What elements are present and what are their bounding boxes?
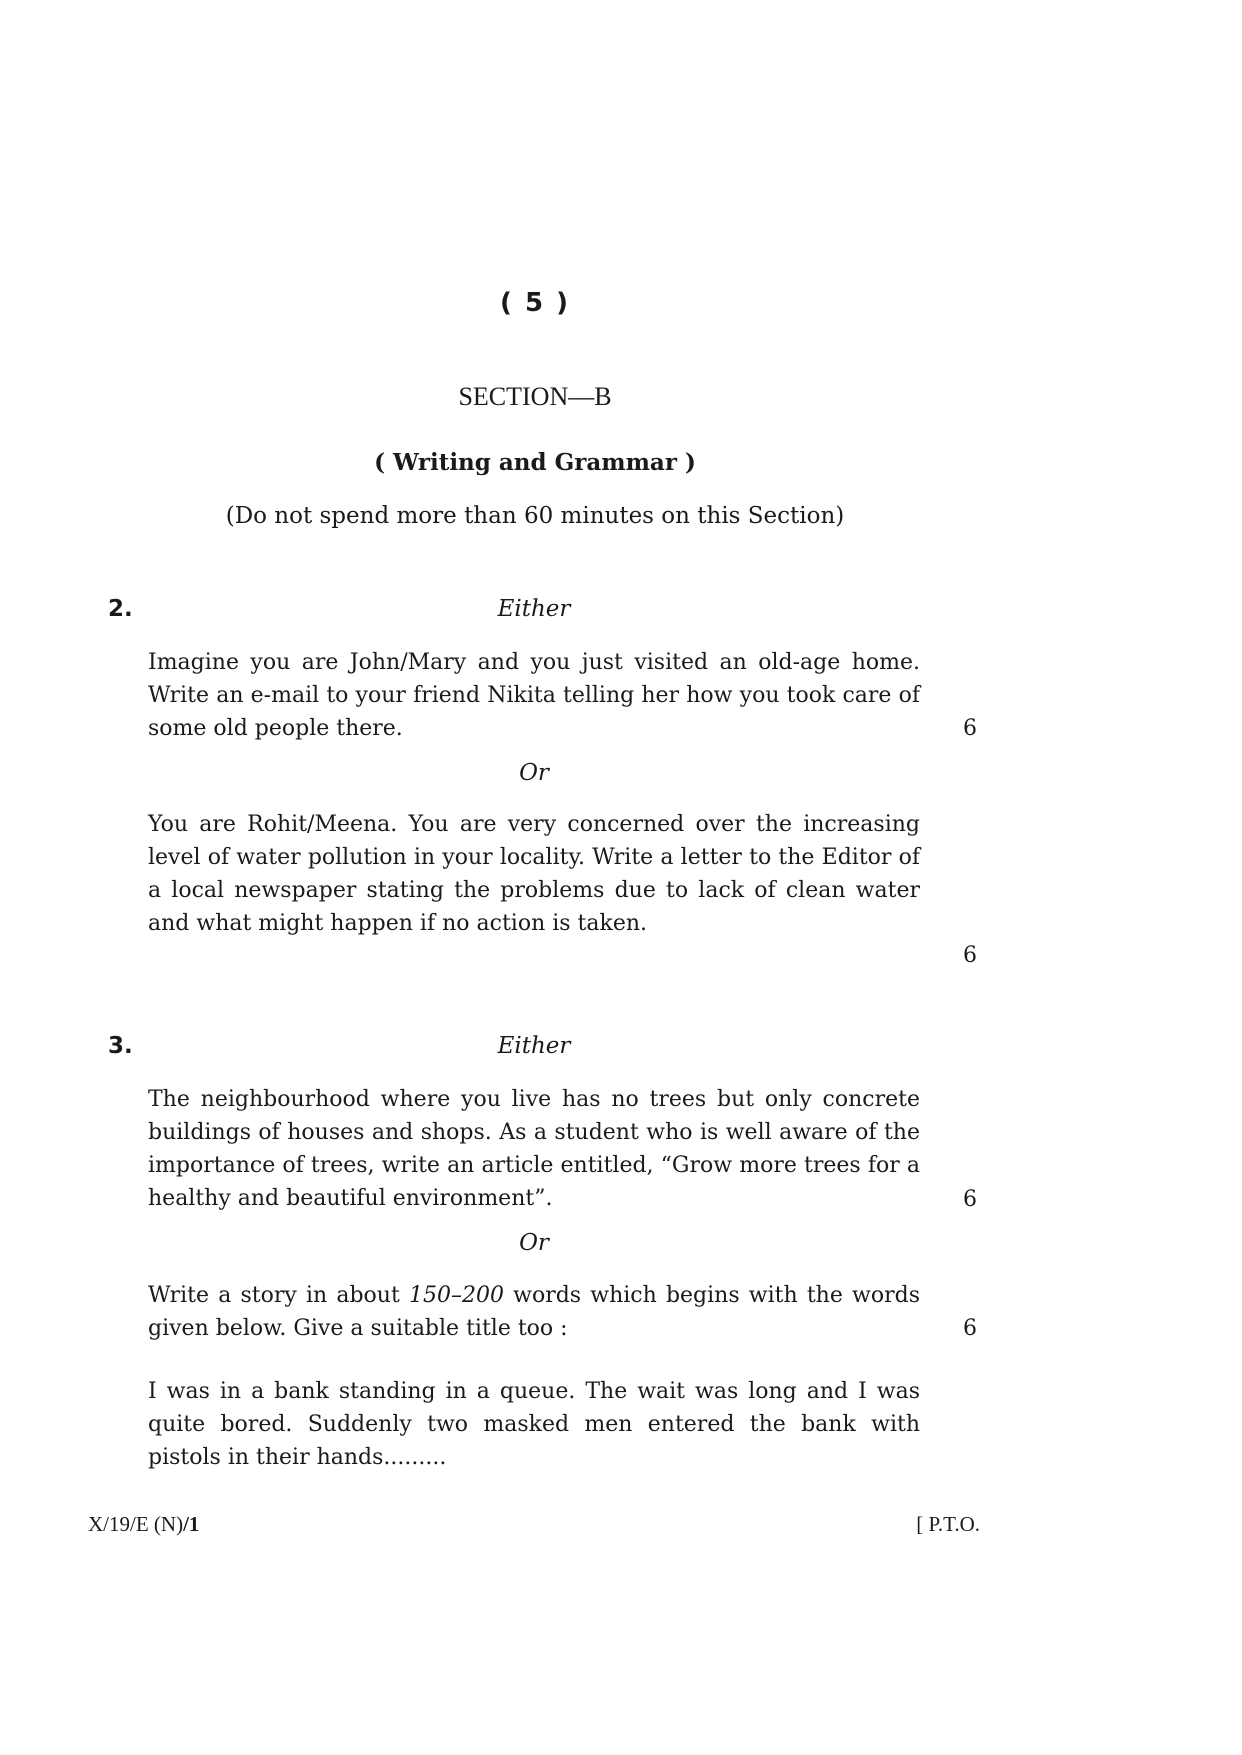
- question-3-option-b-post: words which begins with the words given below. Give a suitable title too :: [148, 1283, 920, 1341]
- section-instruction: (Do not spend more than 60 minutes on this Section): [225, 503, 845, 529]
- page-number: ( 5 ): [500, 288, 570, 318]
- question-3-word-count: 150–200: [408, 1283, 504, 1308]
- question-3-either: Either: [497, 1033, 571, 1059]
- question-2-option-a: Imagine you are John/Mary and you just visited an old-age home. Write an e-mail to your friend Nikita telling her how you took care of some old people there.: [148, 650, 920, 741]
- paper-code-main: X/19/E (N): [88, 1512, 184, 1536]
- question-2-or: Or: [519, 760, 549, 786]
- question-3-option-b-marks: 6: [963, 1316, 977, 1341]
- section-title: SECTION—B: [458, 382, 612, 411]
- question-3-option-a: The neighbourhood where you live has no trees but only concrete buildings of houses and shops. As a student who is well aware of the importance of trees, write an article entitled, “Grow more trees for a healthy and beautiful environment”.: [148, 1087, 920, 1211]
- question-3-story-prompt: I was in a bank standing in a queue. The wait was long and I was quite bored. Suddenly two masked men entered the bank with pistols in their hands.........: [148, 1379, 920, 1470]
- section-subtitle: ( Writing and Grammar ): [374, 449, 696, 476]
- question-2-either: Either: [497, 596, 571, 622]
- question-3-option-a-marks: 6: [963, 1187, 977, 1212]
- question-3-option-b: [148, 1279, 920, 1345]
- paper-code-suffix: /1: [183, 1512, 200, 1536]
- question-3-number: 3.: [108, 1033, 133, 1059]
- question-2-number: 2.: [108, 596, 133, 622]
- question-2-option-b: You are Rohit/Meena. You are very concerned over the increasing level of water pollution in your locality. Write a letter to the Editor of a local newspaper stating the problems due to lack of clean water and what might happen if no action is taken.: [148, 812, 920, 936]
- question-3-option-b-pre: Write a story in about: [148, 1283, 409, 1308]
- question-2-option-b-marks: 6: [963, 943, 977, 968]
- question-2-option-a-marks: 6: [963, 716, 977, 741]
- question-3-or: Or: [519, 1230, 549, 1256]
- please-turn-over: [ P.T.O.: [916, 1512, 980, 1536]
- paper-code: [88, 1512, 199, 1537]
